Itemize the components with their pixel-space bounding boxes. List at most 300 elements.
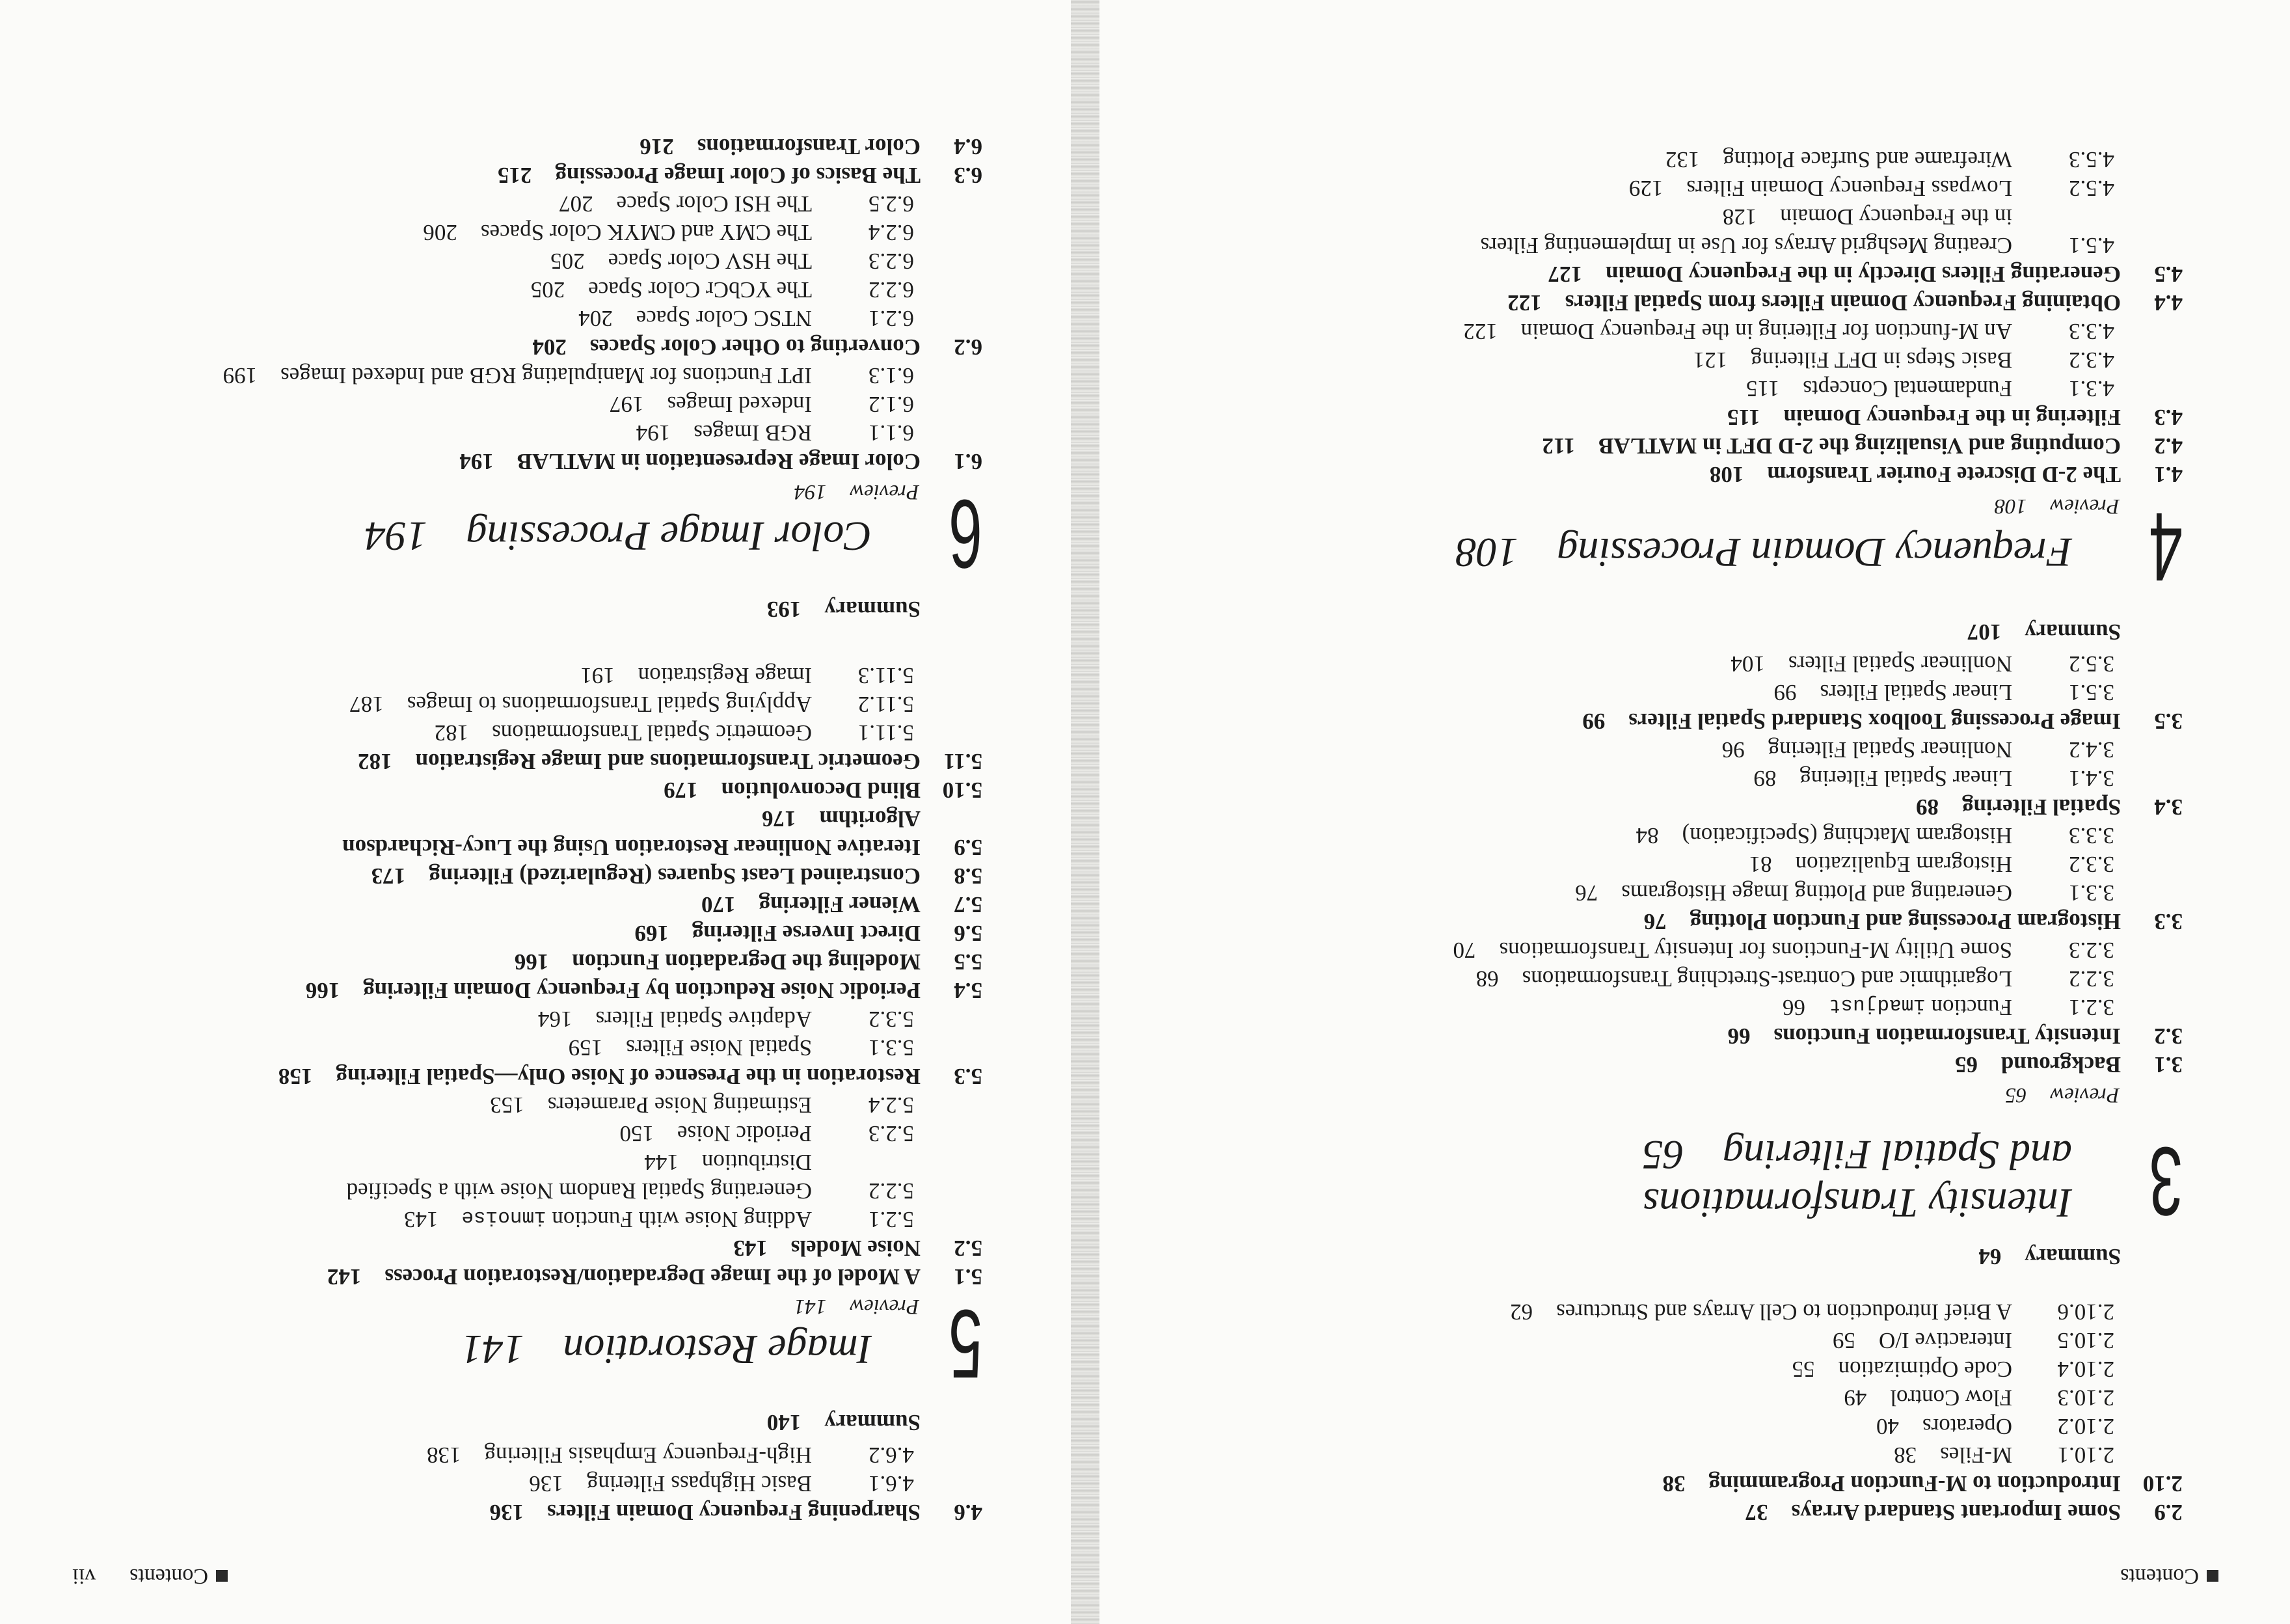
toc-title: [1722, 735, 2012, 764]
toc-page-number: 38: [1894, 1442, 1917, 1468]
toc-title-text: Nonlinear Spatial Filters: [1788, 651, 2012, 677]
toc-page-number: 66: [1782, 995, 1805, 1020]
toc-title: [459, 447, 921, 476]
toc-title: [490, 1498, 921, 1526]
toc-title: [762, 804, 921, 833]
toc-title: [490, 1090, 812, 1119]
toc-page-number: 70: [1453, 938, 1476, 963]
summary-entry: Summary107: [1967, 619, 2121, 645]
toc-number: 3.4: [2154, 794, 2183, 820]
toc-title-text: in the Frequency Domain: [1780, 204, 2012, 230]
toc-title: [1746, 374, 2012, 403]
toc-page-number: 179: [664, 778, 698, 803]
square-bullet-icon: [2207, 1570, 2218, 1582]
toc-number: 5.8: [954, 863, 982, 889]
toc-title: [644, 1148, 812, 1176]
toc-page-number: 115: [1746, 376, 1780, 401]
toc-number: 4.5: [2154, 262, 2183, 287]
toc-title-text: Some Utility M-Functions for Intensity Transformations: [1499, 938, 2012, 963]
toc-number: 5.3.2: [869, 1007, 914, 1032]
toc-title-text: Geometric Transformations and Image Registration: [415, 749, 921, 774]
toc-title-text: Restoration in the Presence of Noise Only—Spatial Filtering: [336, 1064, 921, 1089]
toc-title: [342, 833, 921, 861]
toc-page-number: 142: [327, 1264, 362, 1290]
toc-title-text: Constrained Least Squares (Regularized) Filtering: [429, 863, 921, 889]
toc-page-number: 99: [1773, 680, 1797, 705]
toc-number: 5.3.1: [869, 1035, 914, 1061]
toc-page-number: 132: [1665, 147, 1700, 172]
toc-title-text: Image Processing Toolbox Standard Spatial Filters: [1628, 709, 2121, 734]
toc-number: 6.2.4: [869, 220, 914, 245]
toc-page-number: 112: [1542, 433, 1576, 459]
toc-title-text: Spatial Filtering: [1961, 794, 2121, 820]
toc-number: 3.3: [2154, 909, 2183, 934]
toc-page-number: 59: [1832, 1328, 1855, 1353]
toc-title-text: Nonlinear Spatial Filtering: [1768, 737, 2012, 763]
toc-title: [349, 690, 812, 718]
toc-title: [1749, 850, 2012, 878]
toc-page-number: 150: [619, 1121, 654, 1146]
toc-title: [569, 1033, 812, 1062]
chapter-title: Intensity Transformations and Spatial Filtering65: [1642, 1132, 2072, 1226]
toc-number: 3.3.3: [2069, 823, 2114, 848]
toc-title: [515, 947, 921, 976]
toc-title-text: Introduction to M-Function Programming: [1708, 1471, 2121, 1496]
toc-title: [1955, 1050, 2121, 1079]
toc-number: 6.4: [954, 134, 982, 159]
toc-number: 4.2: [2154, 433, 2183, 459]
toc-number: 5.2.1: [869, 1207, 914, 1232]
toc-title: [1463, 317, 2012, 345]
toc-number: 4.1: [2154, 462, 2183, 487]
toc-number: 2.10.1: [2057, 1442, 2114, 1468]
toc-title: [1582, 707, 2121, 735]
toc-page-number: 129: [1628, 176, 1664, 201]
toc-number: 2.10.6: [2057, 1299, 2114, 1325]
toc-title-text: Distribution: [701, 1150, 812, 1175]
toc-number: 3.2: [2154, 1023, 2183, 1049]
toc-page-number: 89: [1753, 766, 1777, 791]
toc-page-number: 49: [1844, 1385, 1867, 1411]
toc-title-text: RGB Images: [694, 420, 812, 446]
toc-page-number: 143: [403, 1207, 438, 1232]
running-head-label: Contents: [129, 1564, 208, 1588]
toc-number: 5.2.2: [869, 1178, 914, 1204]
chapter-number: 4: [2149, 493, 2183, 602]
toc-title: [619, 1119, 812, 1148]
toc-page-number: 205: [550, 249, 585, 274]
toc-page-number: 65: [1954, 1052, 1978, 1077]
toc-title: [278, 1062, 921, 1090]
toc-title-text: Blind Deconvolution: [721, 778, 921, 803]
toc-title: [498, 161, 921, 189]
toc-number: 3.4.1: [2069, 766, 2114, 791]
toc-number: 2.10.5: [2057, 1328, 2114, 1353]
toc-title-text: Wiener Filtering: [759, 892, 921, 917]
toc-title: [1774, 678, 2012, 707]
toc-page-number: 204: [532, 334, 567, 360]
running-head: [72, 1563, 228, 1588]
toc-page-number: 62: [1510, 1299, 1533, 1325]
toc-page-number: 169: [634, 921, 669, 946]
toc-title-text: The Basics of Color Image Processing: [555, 163, 921, 188]
toc-page-number: 166: [514, 949, 549, 975]
toc-number: 4.5.3: [2069, 147, 2114, 172]
toc-page-number: 166: [305, 978, 340, 1003]
toc-page-number: 99: [1582, 709, 1606, 734]
toc-page-number: 182: [358, 749, 392, 774]
toc-title: [531, 275, 812, 304]
toc-title-text: Iterative Nonlinear Restoration Using the Lucy-Richardson: [342, 835, 921, 860]
toc-number: 3.2.3: [2069, 938, 2114, 963]
toc-page-number: 84: [1636, 823, 1659, 848]
toc-page-number: 122: [1507, 290, 1542, 316]
toc-page-number: 89: [1915, 794, 1939, 820]
toc-number: 4.6.1: [869, 1471, 914, 1496]
toc-page-number: 115: [1727, 405, 1760, 430]
toc-number: 6.1.2: [869, 392, 914, 417]
toc-number: 3.5: [2154, 709, 2183, 734]
toc-title-text: Direct Inverse Filtering: [692, 921, 921, 946]
toc-title: [371, 861, 921, 890]
toc-title-text: Histogram Equalization: [1795, 852, 2012, 877]
page-folio: vii: [72, 1564, 96, 1588]
toc-page-number: 76: [1575, 880, 1598, 906]
toc-number: 2.10.4: [2057, 1357, 2114, 1382]
toc-title-text: Logarithmic and Contrast-Stretching Transformations: [1522, 966, 2012, 992]
toc-title: [1542, 431, 2121, 460]
toc-title: [1894, 1441, 2012, 1469]
toc-title-text: Periodic Noise: [677, 1121, 812, 1146]
toc-title: [1665, 145, 2012, 174]
toc-page-number: 96: [1721, 737, 1745, 763]
toc-number: 5.4: [954, 978, 982, 1003]
toc-title: [1745, 1498, 2121, 1526]
preview-entry: Preview194: [794, 480, 919, 504]
toc-page-number: 164: [538, 1007, 572, 1032]
summary-entry: Summary140: [766, 1410, 921, 1435]
toc-title-text: Adaptive Spatial Filters: [595, 1007, 812, 1032]
toc-title-text: Creating Meshgrid Arrays for Use in Implementing Filters: [1480, 233, 2012, 258]
toc-page-number: 68: [1475, 966, 1499, 992]
toc-title-text: Function: [1925, 995, 2012, 1020]
toc-title-text: Computing and Visualizing the 2-D DFT in MATLAB: [1598, 433, 2121, 459]
toc-page-number: 143: [733, 1236, 768, 1261]
toc-title: [1636, 821, 2012, 850]
toc-number: 5.3: [954, 1064, 982, 1089]
square-bullet-icon: [216, 1570, 228, 1582]
toc-page-number: 76: [1643, 909, 1667, 934]
toc-title-text: A Brief Introduction to Cell Arrays and Structures: [1556, 1299, 2012, 1325]
toc-page-number: 170: [701, 892, 736, 917]
toc-title: [578, 304, 812, 332]
chapter-number: 6: [949, 480, 982, 589]
toc-title: [1548, 260, 2121, 288]
toc-number: 5.2.4: [869, 1092, 914, 1118]
toc-title-text: The HSV Color Space: [608, 249, 812, 274]
toc-title: [538, 1005, 812, 1033]
toc-page-number: 182: [434, 720, 469, 746]
toc-number: 2.10: [2142, 1471, 2183, 1496]
toc-title: [529, 1469, 812, 1498]
toc-title-text: Noise Models: [790, 1236, 921, 1261]
toc-page-number: 144: [644, 1150, 679, 1175]
toc-title: [640, 132, 921, 161]
summary-entry: Summary193: [766, 597, 921, 622]
toc-title: [1629, 174, 2012, 202]
toc-number: 6.2.3: [869, 249, 914, 274]
running-head: [2120, 1563, 2218, 1588]
chapter-title: Image Restoration141: [461, 1327, 872, 1373]
toc-number: 4.6: [954, 1500, 982, 1525]
toc-page-number: 55: [1792, 1357, 1815, 1382]
toc-page-number: 40: [1876, 1414, 1899, 1439]
toc-title: [1723, 202, 2012, 231]
toc-title-text: M-Files: [1940, 1442, 2012, 1468]
toc-page-number: 204: [578, 306, 613, 331]
toc-title: [1693, 345, 2012, 374]
toc-page-number: 197: [609, 392, 644, 417]
toc-number: 2.10.3: [2057, 1385, 2114, 1411]
toc-title-text: Geometric Spatial Transformations: [492, 720, 812, 746]
toc-number: 5.11.1: [857, 720, 914, 746]
toc-title-text: Code Optimization: [1838, 1357, 2012, 1382]
toc-page-number: 81: [1749, 852, 1772, 877]
toc-title: [1833, 1326, 2012, 1355]
toc-page-number: 215: [497, 163, 532, 188]
toc-title: [427, 1441, 812, 1469]
chapter-number: 5: [949, 1290, 982, 1399]
toc-title: [636, 418, 812, 447]
toc-title: [1662, 1469, 2121, 1498]
toc-number: 4.3.3: [2069, 319, 2114, 344]
toc-title: [1727, 403, 2121, 431]
toc-page-number: 187: [349, 692, 384, 717]
toc-page-number: 108: [1709, 462, 1744, 487]
toc-page-number: 194: [459, 449, 494, 474]
toc-number: 6.2: [954, 334, 982, 360]
toc-page-number: 136: [489, 1500, 524, 1525]
toc-number: 6.2.5: [869, 191, 914, 217]
toc-number: 3.5.1: [2069, 680, 2114, 705]
toc-number: 4.4: [2154, 290, 2183, 316]
toc-title: [701, 890, 921, 919]
toc-title: [610, 390, 812, 418]
toc-title: [1731, 649, 2012, 678]
toc-title: [358, 747, 921, 776]
toc-title: [1644, 907, 2121, 936]
toc-page-number: 153: [490, 1092, 524, 1118]
toc-title: [532, 332, 921, 361]
toc-title: [1728, 1022, 2121, 1050]
toc-title-text: Basic Highpass Filtering: [586, 1471, 812, 1496]
toc-number: 6.2.1: [869, 306, 914, 331]
toc-title: [1916, 792, 2121, 821]
toc-number: 4.6.2: [869, 1442, 914, 1468]
toc-title-text: Linear Spatial Filters: [1820, 680, 2012, 705]
toc-page-number: 159: [568, 1035, 603, 1061]
toc-title: [1876, 1412, 2012, 1441]
toc-title-text: Wireframe and Surface Plotting: [1723, 147, 2012, 172]
toc-title-text: Interactive I/O: [1878, 1328, 2012, 1353]
toc-number: 5.10: [942, 778, 982, 803]
toc-number: 5.2: [954, 1236, 982, 1261]
running-head-label: Contents: [2120, 1564, 2199, 1588]
toc-page-number: 206: [423, 220, 457, 245]
toc-title: [634, 919, 921, 947]
toc-title-text: Filtering in the Frequency Domain: [1783, 405, 2121, 430]
toc-title: [1476, 964, 2012, 993]
toc-title: [550, 247, 812, 275]
toc-title-text: IPT Functions for Manipulating RGB and Indexed Images: [280, 363, 812, 388]
toc-title-text: An M-function for Filtering in the Frequency Domain: [1520, 319, 2012, 344]
toc-title: [1844, 1383, 2012, 1412]
toc-title-text: Generating Spatial Random Noise with a Specified: [346, 1178, 812, 1204]
chapter-number: 3: [2149, 1127, 2183, 1236]
toc-title: [306, 976, 921, 1005]
toc-number: 3.2.2: [2069, 966, 2114, 992]
toc-title-text: The CMY and CMYK Color Spaces: [480, 220, 812, 245]
toc-page-number: 66: [1727, 1023, 1751, 1049]
toc-number: 3.3.2: [2069, 852, 2114, 877]
toc-title: [404, 1202, 812, 1234]
preview-entry: Preview65: [2005, 1083, 2120, 1107]
toc-number: 3.3.1: [2069, 880, 2114, 906]
toc-title-text: Basic Steps in DFT Filtering: [1751, 347, 2012, 373]
toc-number: 4.3.1: [2069, 376, 2114, 401]
toc-title-text: The HSI Color Space: [616, 191, 812, 217]
toc-title-text: A Model of the Image Degradation/Restoration Process: [384, 1264, 921, 1290]
toc-page-number: 121: [1693, 347, 1728, 373]
toc-title-text: Estimating Noise Parameters: [547, 1092, 812, 1118]
toc-title: [1792, 1355, 2012, 1383]
toc-title-text: Adding Noise with Function: [546, 1207, 812, 1232]
toc-title: [664, 776, 921, 804]
toc-number: 5.11.2: [857, 692, 914, 717]
toc-page-number: 194: [636, 420, 671, 446]
toc-title-text: Applying Spatial Transformations to Images: [407, 692, 812, 717]
toc-page-number: 128: [1722, 204, 1757, 230]
toc-title: [580, 661, 812, 690]
toc-page-number: 104: [1731, 651, 1765, 677]
toc-title-text: Modeling the Degradation Function: [572, 949, 921, 975]
toc-title-text: Converting to Other Color Spaces: [589, 334, 921, 360]
toc-number: 3.2.1: [2069, 995, 2114, 1020]
toc-number: 5.5: [954, 949, 982, 975]
summary-entry: Summary64: [1978, 1244, 2121, 1269]
toc-number: 4.3.2: [2069, 347, 2114, 373]
toc-number: 4.5.1: [2069, 233, 2114, 258]
toc-number: 3.4.2: [2069, 737, 2114, 763]
toc-title-text: Periodic Noise Reduction by Frequency Domain Filtering: [363, 978, 921, 1003]
toc-title-text: Intensity Transformation Functions: [1773, 1023, 2121, 1049]
toc-title-text: Flow Control: [1890, 1385, 2012, 1411]
toc-number: 5.2.3: [869, 1121, 914, 1146]
toc-title: [1453, 936, 2012, 964]
toc-title: [1507, 288, 2121, 317]
toc-number: 4.3: [2154, 405, 2183, 430]
toc-page-number: 207: [559, 191, 593, 217]
toc-page-number: 176: [761, 806, 796, 832]
right-page: [0, 0, 1067, 1624]
toc-title-text: Linear Spatial Filtering: [1799, 766, 2012, 791]
toc-title-text: The YCbCr Color Space: [588, 277, 812, 303]
preview-entry: Preview141: [794, 1295, 919, 1318]
toc-title: [733, 1234, 921, 1262]
toc-number: 5.9: [954, 835, 982, 860]
toc-page-number: 216: [640, 134, 674, 159]
toc-title-text: The 2-D Discrete Fourier Transform: [1767, 462, 2121, 487]
toc-title-text: Algorithm: [819, 806, 921, 832]
toc-number: 6.1.3: [869, 363, 914, 388]
toc-title-text: Color Transformations: [697, 134, 921, 159]
toc-number: 6.3: [954, 163, 982, 188]
toc-title-text: Histogram Matching (Specification): [1682, 823, 2012, 848]
toc-title-text: Generating and Plotting Image Histograms: [1621, 880, 2012, 906]
toc-title: [1510, 1297, 2012, 1326]
toc-page-number: 191: [580, 663, 615, 688]
toc-title-text: Fundamental Concepts: [1803, 376, 2012, 401]
toc-title-text: High-Frequency Emphasis Filtering: [484, 1442, 812, 1468]
toc-title-text: NTSC Color Space: [636, 306, 812, 331]
toc-number: 5.6: [954, 921, 982, 946]
toc-number: 5.1: [954, 1264, 982, 1290]
toc-page-number: 37: [1745, 1500, 1768, 1525]
toc-title-text: Color Image Representation in MATLAB: [517, 449, 921, 474]
toc-title: [1710, 460, 2121, 489]
toc-number: 3.1: [2154, 1052, 2183, 1077]
toc-page-number: 127: [1548, 262, 1583, 287]
toc-title-text: Lowpass Frequency Domain Filters: [1686, 176, 2012, 201]
toc-number: 6.1: [954, 449, 982, 474]
toc-page-number: 38: [1662, 1471, 1686, 1496]
toc-page-number: 158: [278, 1064, 313, 1089]
toc-title-text: Image Registration: [638, 663, 812, 688]
toc-number: 5.11: [943, 749, 982, 774]
toc-title: [1783, 990, 2012, 1022]
toc-title-text: Generating Filters Directly in the Frequency Domain: [1606, 262, 2121, 287]
toc-number: 6.2.2: [869, 277, 914, 303]
toc-title: [1481, 231, 2013, 260]
toc-title: [347, 1176, 812, 1205]
toc-title: [223, 361, 812, 390]
toc-page-number: 205: [530, 277, 565, 303]
toc-number: 5.7: [954, 892, 982, 917]
toc-title-text: Indexed Images: [667, 392, 812, 417]
toc-page-number: 122: [1463, 319, 1498, 344]
toc-number: 2.10.2: [2057, 1414, 2114, 1439]
chapter-title: Frequency Domain Processing108: [1455, 530, 2072, 576]
toc-page-number: 173: [371, 863, 406, 889]
toc-title-text: Background: [2000, 1052, 2121, 1077]
toc-title: [423, 218, 812, 247]
toc-title: [435, 718, 812, 747]
chapter-title: Color Image Processing194: [364, 513, 872, 560]
toc-title: [327, 1262, 921, 1291]
toc-page-number: 136: [529, 1471, 563, 1496]
toc-number: 3.5.2: [2069, 651, 2114, 677]
toc-title: [1753, 764, 2012, 792]
toc-number: 5.11.3: [857, 663, 914, 688]
toc-title-text: Some Important Standard Arrays: [1791, 1500, 2121, 1525]
toc-title-code: imadjust: [1828, 994, 1926, 1016]
toc-title-text: Obtaining Frequency Domain Filters from Spatial Filters: [1565, 290, 2121, 316]
toc-number: 4.5.2: [2069, 176, 2114, 201]
toc-page-number: 199: [222, 363, 258, 388]
toc-title-text: Operators: [1922, 1414, 2012, 1439]
toc-title-text: Histogram Processing and Function Plotting: [1690, 909, 2121, 934]
toc-title-code: imnoise: [461, 1206, 546, 1228]
